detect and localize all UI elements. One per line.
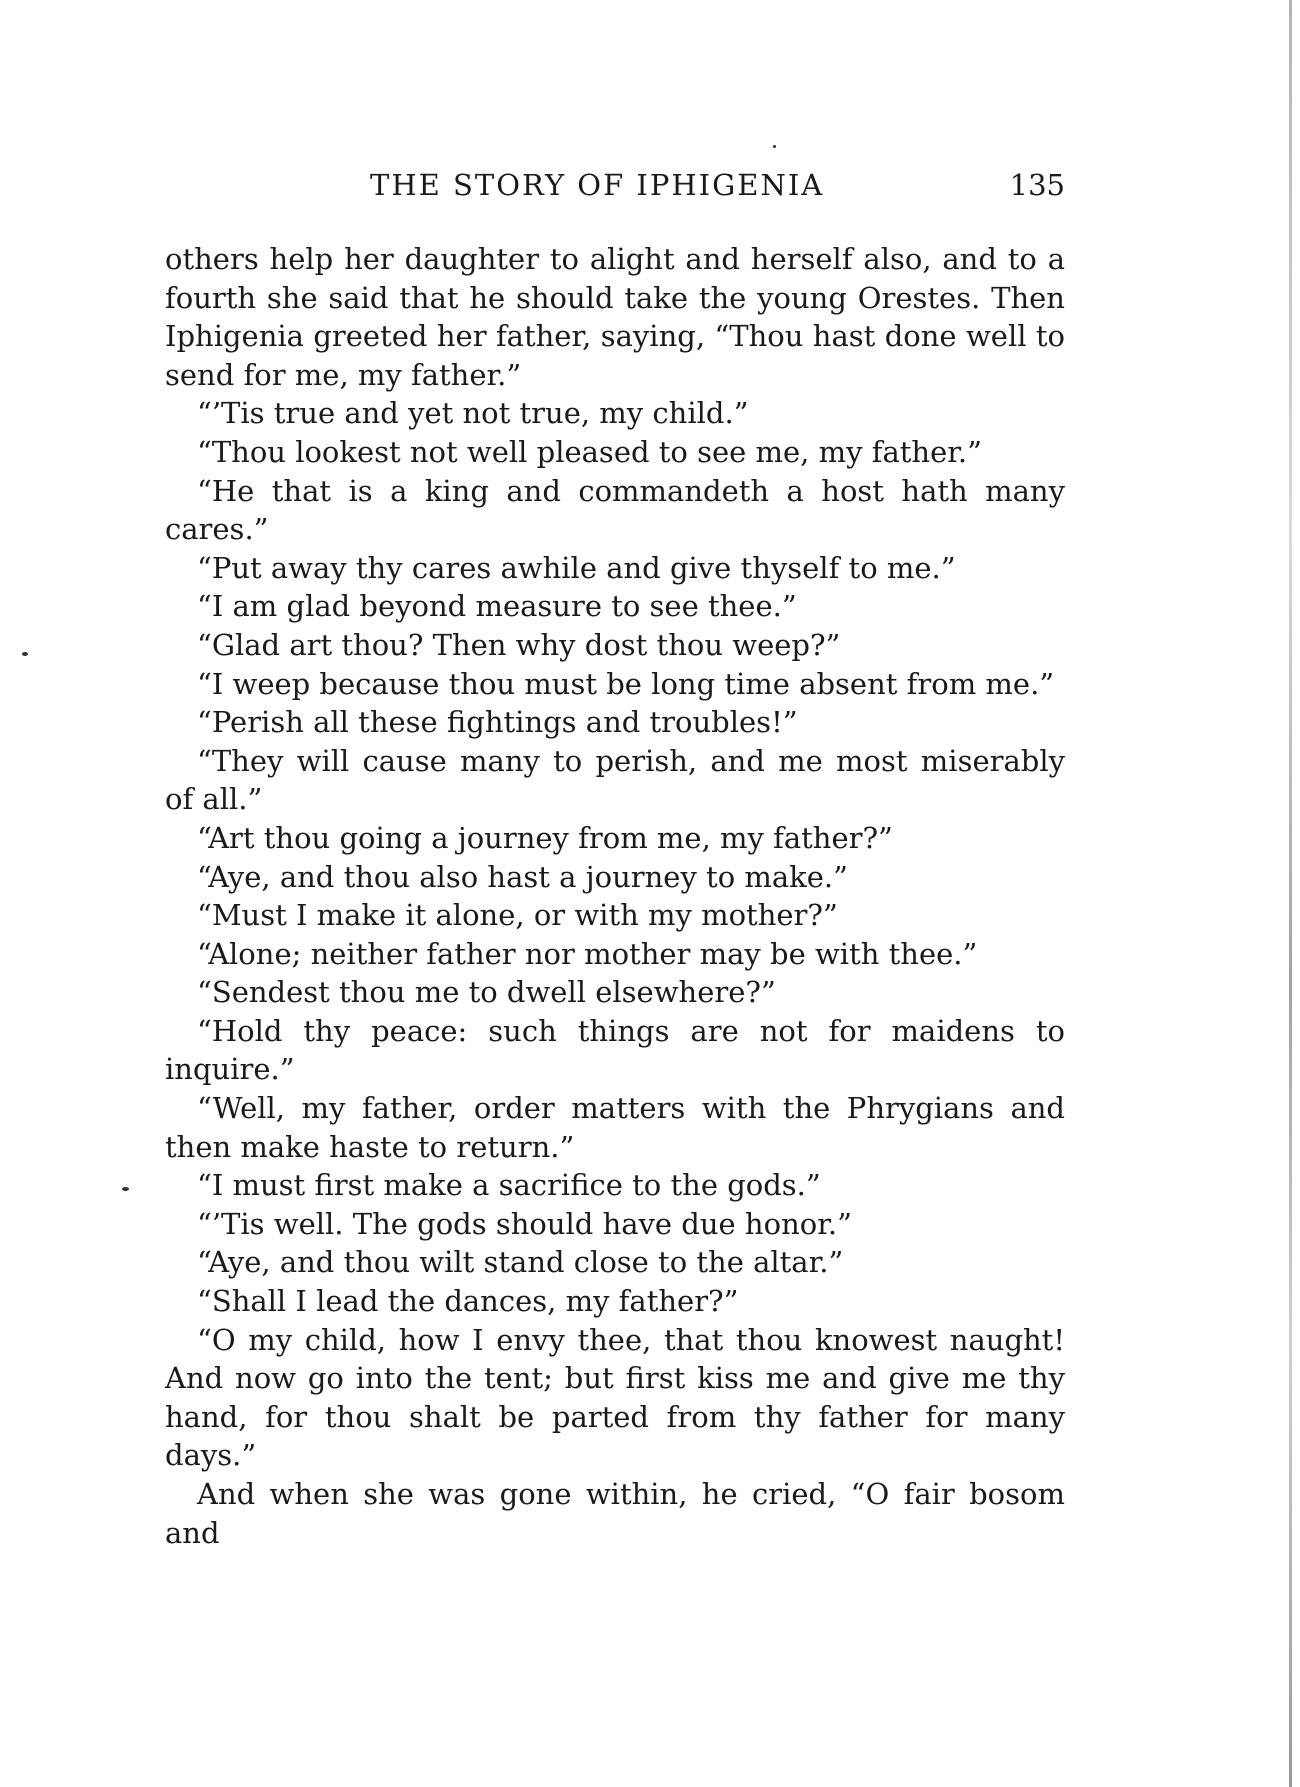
paragraph-18: “I must first make a sacrifice to the gods.” <box>197 1168 821 1203</box>
paragraph-9: “Perish all these fightings and troubles!” <box>197 705 798 740</box>
scan-speck <box>122 1187 129 1191</box>
paragraph-12: “Aye, and thou also hast a journey to make.” <box>197 859 848 894</box>
paragraph-17: “Well, my father, order matters with the Phrygians and then make haste to return.” <box>165 1091 1065 1164</box>
paragraph-2: “’Tis true and yet not true, my child.” <box>197 396 749 431</box>
paragraph-1: others help her daughter to alight and herself also, and to a fourth she said that he should take the young Orestes. Then Iphigenia greeted her father, saying, “Thou hast done well to send for me, my father.” <box>165 242 1065 392</box>
paragraph-13: “Must I make it alone, or with my mother?” <box>197 898 838 933</box>
paragraph-3: “Thou lookest not well pleased to see me, my father.” <box>197 434 982 469</box>
paragraph-7: “Glad art thou? Then why dost thou weep?” <box>197 627 841 662</box>
paragraph-8: “I weep because thou must be long time absent from me.” <box>197 666 1055 701</box>
paragraph-14: “Alone; neither father nor mother may be with thee.” <box>197 936 978 971</box>
paragraph-22: “O my child, how I envy thee, that thou knowest naught! And now go into the tent; but first kiss me and give me thy hand, for thou shalt be parted from thy father for many days.” <box>165 1322 1065 1473</box>
paragraph-15: “Sendest thou me to dwell elsewhere?” <box>197 975 776 1010</box>
page-edge-shadow <box>1289 0 1292 1787</box>
paragraph-5: “Put away thy cares awhile and give thyself to me.” <box>197 550 956 585</box>
paragraph-23: And when she was gone within, he cried, “O fair bosom and <box>165 1477 1065 1550</box>
paragraph-10: “They will cause many to perish, and me most miserably of all.” <box>165 743 1065 817</box>
paragraph-4: “He that is a king and commandeth a host hath many cares.” <box>165 473 1065 547</box>
page-number: 135 <box>1009 168 1065 202</box>
paragraph-19: “’Tis well. The gods should have due honor.” <box>197 1206 852 1241</box>
scan-speck <box>773 145 776 148</box>
paragraph-16: “Hold thy peace: such things are not for maidens to inquire.” <box>165 1013 1065 1087</box>
running-head: THE STORY OF IPHIGENIA <box>370 168 825 202</box>
paragraph-20: “Aye, and thou wilt stand close to the altar.” <box>197 1245 844 1280</box>
paragraph-21: “Shall I lead the dances, my father?” <box>197 1284 739 1319</box>
body-text <box>165 240 1065 1552</box>
paragraph-11: “Art thou going a journey from me, my father?” <box>197 820 893 855</box>
paragraph-6: “I am glad beyond measure to see thee.” <box>197 589 797 624</box>
page-header <box>165 168 1065 208</box>
scan-speck <box>22 652 28 656</box>
